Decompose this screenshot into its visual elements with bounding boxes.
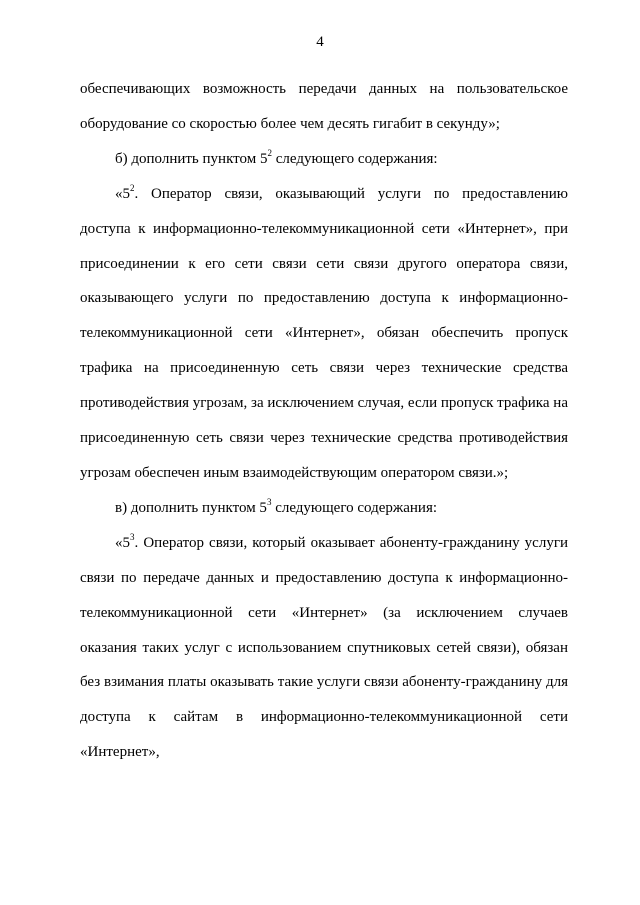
paragraph-continuation: обеспечивающих возможность передачи данных на пользовательское оборудование со скоростью более чем десять гигабит в секунду»;	[80, 81, 568, 132]
paragraph-item-v-sup: 3	[266, 496, 272, 507]
paragraph-item-v-pre: в) дополнить пунктом 5	[115, 499, 267, 516]
paragraph-item-b	[80, 142, 568, 177]
document-body	[80, 72, 568, 770]
paragraph-item-b-sup: 2	[267, 147, 272, 158]
page-number: 4	[316, 34, 324, 50]
paragraph-clause-5-3-sup: 3	[130, 531, 135, 542]
paragraph-clause-5-3	[80, 526, 568, 770]
paragraph-clause-5-2-pre: «5	[115, 185, 130, 202]
paragraph-item-v	[80, 491, 568, 526]
paragraph-clause-5-3-post: . Оператор связи, который оказывает абоненту-гражданину услуги связи по передаче данных и предоставлению доступа к информационно-телекоммуникационной сети «Интернет» (за исключением случаев оказания таких услуг с использованием спутниковых сетей связи), обязан без взимания платы оказывать такие услуги связи абоненту-гражданину для доступа к сайтам в информационно-телекоммуникационной сети «Интернет»,	[80, 534, 568, 761]
paragraph-item-b-pre: б) дополнить пунктом 5	[115, 150, 268, 167]
paragraph-clause-5-3-pre: «5	[115, 534, 130, 551]
paragraph-clause-5-2	[80, 177, 568, 491]
paragraph-item-b-post: следующего содержания:	[271, 150, 438, 167]
paragraph-item-v-post: следующего содержания:	[271, 499, 438, 516]
paragraph-clause-5-2-sup: 2	[130, 182, 135, 193]
paragraph-clause-5-2-post: . Оператор связи, оказывающий услуги по предоставлению доступа к информационно-телекоммуникационной сети «Интернет», при присоединении к его сети связи сети связи другого оператора связи, оказывающего услуги по предоставлению доступа к информационно-телекоммуникационной сети «Интернет», обязан обеспечить пропуск трафика на присоединенную сеть связи через технические средства противодействия угрозам, за исключением случая, если пропуск трафика на присоединенную сеть связи через технические средства противодействия угрозам обеспечен иным взаимодействующим оператором связи.»;	[80, 185, 568, 481]
